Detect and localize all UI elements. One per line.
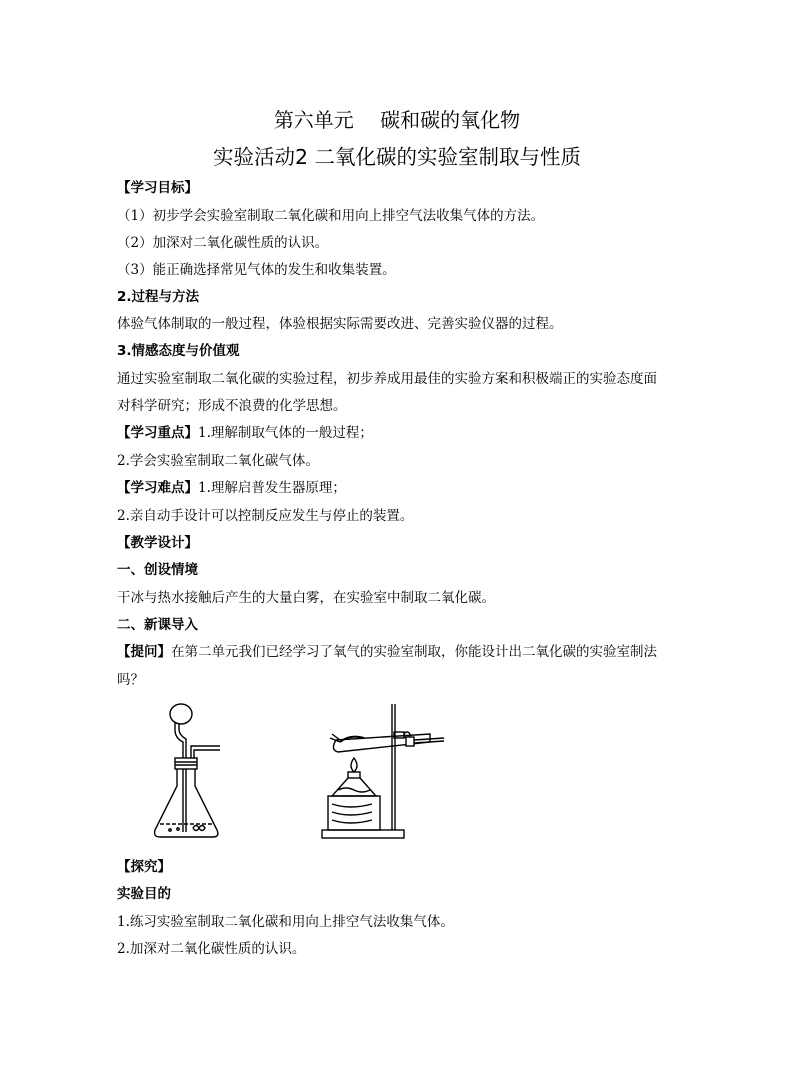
key-points-label: 【学习重点】 <box>117 425 198 441</box>
process-header: 2.过程与方法 <box>117 289 200 305</box>
emotion-text: 通过实验室制取二氧化碳的实验过程，初步养成用最佳的实验方案和积极端正的实验态度面 <box>117 371 657 387</box>
design-header: 【教学设计】 <box>117 535 198 551</box>
purpose-item: 2.加深对二氧化碳性质的认识。 <box>117 941 306 957</box>
objectives-header: 【学习目标】 <box>117 180 198 196</box>
process-text: 体验气体制取的一般过程，体验根据实际需要改进、完善实验仪器的过程。 <box>117 316 563 332</box>
section1-header: 一、创设情境 <box>117 562 198 578</box>
objective-item: （2）加深对二氧化碳性质的认识。 <box>117 235 329 251</box>
key-points <box>117 423 373 443</box>
emotion-header: 3.情感态度与价值观 <box>117 343 240 359</box>
question-label: 【提问】 <box>117 644 171 660</box>
key-points-text-2: 2.学会实验室制取二氧化碳气体。 <box>117 453 319 469</box>
difficulty-text-2: 2.亲自动手设计可以控制反应发生与停止的装置。 <box>117 508 414 524</box>
explore-header: 【探究】 <box>117 859 171 875</box>
unit-title: 第六单元 碳和碳的氧化物 <box>273 108 521 132</box>
activity-title: 实验活动2 二氧化碳的实验室制取与性质 <box>212 145 582 169</box>
question <box>117 642 657 662</box>
section2-header: 二、新课导入 <box>117 617 198 633</box>
objective-item: （3）能正确选择常见气体的发生和收集装置。 <box>117 262 396 278</box>
section1-text: 干冰与热水接触后产生的大量白雾，在实验室中制取二氧化碳。 <box>117 590 495 606</box>
difficulty-text: 1.理解启普发生器原理； <box>198 480 346 496</box>
gas-generator-apparatus-figure <box>148 700 228 845</box>
heating-apparatus-figure <box>318 700 448 845</box>
difficulty-label: 【学习难点】 <box>117 480 198 496</box>
difficulty-points <box>117 478 346 498</box>
purpose-item: 1.练习实验室制取二氧化碳和用向上排空气法收集气体。 <box>117 914 454 930</box>
key-points-text: 1.理解制取气体的一般过程； <box>198 425 373 441</box>
purpose-header: 实验目的 <box>117 886 171 902</box>
emotion-text: 对科学研究；形成不浪费的化学思想。 <box>117 398 347 414</box>
question-text-2: 吗？ <box>117 672 144 688</box>
objective-item: （1）初步学会实验室制取二氧化碳和用向上排空气法收集气体的方法。 <box>117 208 545 224</box>
question-text: 在第二单元我们已经学习了氧气的实验室制取，你能设计出二氧化碳的实验室制法 <box>171 644 657 660</box>
